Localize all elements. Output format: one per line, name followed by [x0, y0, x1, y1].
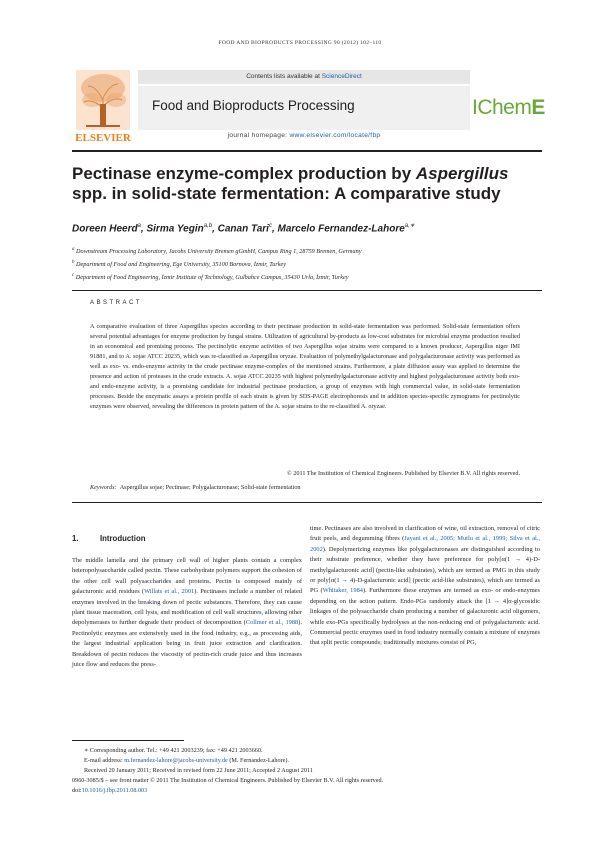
- footnote-issn: 0960-3085/$ – see front matter © 2011 The Institution of Chemical Engineers. Published by Elsevier B.V. All rights reserved.: [72, 777, 384, 784]
- title-part-2: spp. in solid-state fermentation: A comparative study: [72, 184, 501, 203]
- affiliation-a-sup: a: [72, 247, 75, 252]
- author-3-sup: c: [268, 223, 272, 229]
- author-1[interactable]: Doreen Heerd: [72, 223, 138, 235]
- doi-link[interactable]: 10.1016/j.fbp.2011.08.003: [81, 787, 148, 794]
- doi-label: doi:: [72, 787, 82, 794]
- sciencedirect-link[interactable]: ScienceDirect: [321, 73, 362, 80]
- right-text-3: ). Furthermore these enzymes are termed as exo- or endo-enzymes depending on the action pattern. Endo-PGs randomly attack the [1 → 4]α-glycosidic linkages of the polysaccharide chain producing a number of galacturonic acid oligomers, while exo-PGs specifically hydrolyses at the non-reducing end of polygalacturonic acid. Commercial pectic enzymes used in food industry normally contain a mixture of enzymes that split pectic compounds; traditionally mixtures consist of PG,: [310, 587, 540, 647]
- elsevier-logo: [72, 68, 134, 148]
- left-text-3: ). Pectinolytic enzymes are extensively used in the food industry, e.g., as processing aids, the largest industrial application being in fruit juice extraction and clarification. Breakdown of pectin reduces the viscosity of pectin-rich crude juice and thus increases juice flow and reduces the press-: [72, 619, 302, 669]
- author-4[interactable]: Marcelo Fernandez-Lahore: [277, 223, 405, 235]
- body-column-right: [310, 524, 540, 649]
- title-part-1: Pectinase enzyme-complex production by: [72, 164, 416, 183]
- keywords: [90, 484, 520, 491]
- article-title: [72, 164, 542, 204]
- abstract-top-rule: [72, 290, 542, 291]
- abstract-heading: ABSTRACT: [90, 300, 143, 306]
- citation-collmer[interactable]: Collmer et al., 1988: [245, 619, 299, 627]
- footnote-corresponding: ∗ Corresponding author. Tel.: +49 421 2003239; fax: +49 421 2003660.: [84, 747, 263, 754]
- citation-willats[interactable]: Willats et al., 2001: [144, 588, 195, 596]
- ichem-logo-e: E: [531, 96, 545, 119]
- citation-whitaker[interactable]: Whitaker, 1984: [322, 587, 363, 595]
- email-link[interactable]: m.fernandez-lahore@jacobs-university.de: [124, 757, 228, 764]
- author-1-sup: a: [137, 223, 141, 229]
- header-rule: [72, 150, 542, 152]
- footnote-rule: [72, 740, 184, 741]
- section-number: 1.: [72, 534, 79, 543]
- abstract-text: A comparative evaluation of three Aspergillus species according to their pectinase production in solid-state fermentation was performed. Solid-state fermentation offers several potential advantages for enzyme production by fungal strains. Utilization of agricultural by-products as low-cost substrates for microbial enzyme production resulted in an economical and promising process. The pectinolytic enzyme activities of two Aspergillus sojae strains were compared to a known producer, Aspergillus niger IMI 91881, and to A. sojae ATCC 20235, which was re-classified as Aspergillus oryzae. Evaluation of polymethylgalacturonase and polygalacturonase activity was performed as well as exo- vs. endo-enzyme activity in the crude pectinase enzyme-complex of the mentioned strains. Furthermore, a plate diffusion assay was applied to determine the presence and action of proteases in the crude extracts. A. sojae ATCC 20235 with highest polymethylgalacturonase activity and highest polygalacturonase activity both exo- and endo-enzyme activity, is a promising candidate for industrial pectinase production, a group of enzymes with high commercial value, in solid-state fermentation processes. Beside the enzymatic assays a protein profile of each strain is given by SDS-PAGE electrophoresis and in addition species-specific zymograms for pectinolytic enzymes were observed, revealing the differences in protein pattern of the A. sojae strains to the re-classified A. oryzae.: [90, 323, 520, 410]
- homepage-link[interactable]: www.elsevier.com/locate/fbp: [289, 132, 381, 139]
- author-2-sup: a,b: [203, 223, 213, 229]
- affiliation-b: [72, 257, 542, 270]
- journal-header: [72, 68, 545, 150]
- title-italic: Aspergillus: [415, 164, 509, 183]
- affiliation-a: [72, 244, 542, 257]
- right-text-1: time. Pectinases are also involved in clarification of wine, oil extraction, removal of citric fruit peels, and degumming fibres (: [310, 525, 540, 543]
- journal-homepage: [138, 132, 470, 139]
- footnote-email: [72, 756, 542, 766]
- author-2[interactable]: Sirma Yegin: [146, 223, 204, 235]
- left-text-1: The middle lamella and the primary cell wall of higher plants contain a complex heteropolysaccharide called pectin. These carbohydrate polymers support the cohesion of the other cell wall polysaccharides and proteins. Pectin is composed mainly of galacturonic acid residues (: [72, 557, 302, 596]
- email-suffix: (M. Fernandez-Lahore).: [227, 757, 289, 764]
- contents-available-bar: [138, 70, 470, 84]
- author-4-sup: a,∗: [404, 223, 415, 229]
- homepage-label: journal homepage:: [227, 132, 290, 139]
- footnotes: [72, 746, 542, 796]
- running-head: FOOD AND BIOPRODUCTS PROCESSING 90 (2012) 102–110: [218, 40, 382, 46]
- author-list: Doreen Heerd$^a$, Sirma Yegin$^{a,b}$, Canan Tari$^c$, Marcelo Fernandez-Lahore$^{a,∗}$: [72, 223, 415, 235]
- journal-title: Food and Bioproducts Processing: [152, 98, 355, 113]
- ichem-logo: [472, 96, 545, 120]
- keywords-list: Aspergillus sojae; Pectinase; Polygalacturonase; Solid-state fermentation: [119, 484, 301, 491]
- affiliation-a-text: Downstream Processing Laboratory, Jacobs University Bremen gGmbH, Campus Ring 1, 28759 Bremen, Germany: [76, 248, 362, 256]
- section-title: Introduction: [100, 534, 146, 543]
- affiliation-c-sup: c: [72, 273, 75, 279]
- ichem-logo-text: IChem: [472, 96, 532, 119]
- elsevier-wordmark: ELSEVIER: [75, 132, 131, 144]
- footnote-received: Received 20 January 2011; Received in revised form 22 June 2011; Accepted 2 August 2011: [84, 767, 313, 774]
- affiliation-b-sup: b: [72, 260, 75, 266]
- right-text-2: ). Depolymerizing enzymes like polygalacturonases are distinguished according to their substrate preference, whether they have preference for poly[α(1 → 4)-D-methylgalacturonic acid] (pectin-like substrates), which are termed as PMG in this study or poly[α(1 → 4)-D-galacturonic acid] (pectic acid-like substrates), which are termed as PG (: [310, 545, 540, 595]
- affiliation-c-text: Department of Food Engineering, İzmir Institute of Technology, Gulbahce Campus, 35430 Urla, İzmir, Turkey: [75, 274, 349, 282]
- author-3[interactable]: Canan Tari: [217, 223, 269, 235]
- keywords-label: Keywords:: [90, 484, 117, 491]
- affiliation-b-text: Department of Food and Engineering, Ege University, 35100 Bornova, İzmir, Turkey: [76, 261, 287, 269]
- body-column-left: [72, 556, 302, 670]
- abstract-copyright: © 2011 The Institution of Chemical Engineers. Published by Elsevier B.V. All rights reserved.: [287, 470, 520, 477]
- affiliation-c: [72, 270, 542, 283]
- left-text-2: ). Pectinases include a number of related enzymes involved in the breaking down of pectic substances. Therefore, they can cause plant tissue maceration, cell lysis, and modification of cell wall structures, allowing other depolymerases to further degrade their product of decomposition (: [72, 588, 302, 627]
- citation-jayani[interactable]: Jayani et al., 2005; Mutlu et al., 1999; Silva et al., 2002: [310, 535, 541, 553]
- footnote-doi: [72, 786, 542, 796]
- affiliations: [72, 244, 542, 283]
- abstract-bottom-rule: [72, 502, 542, 503]
- section-heading: [72, 534, 145, 543]
- contents-available-text: Contents lists available at: [246, 73, 322, 80]
- email-label: E-mail address:: [84, 757, 125, 764]
